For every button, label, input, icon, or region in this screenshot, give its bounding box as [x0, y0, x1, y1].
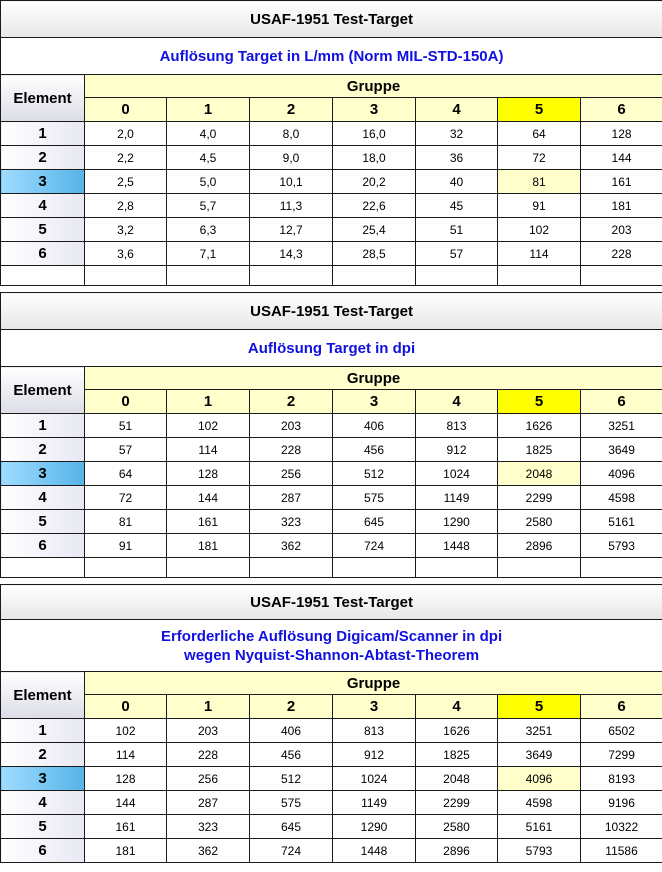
value-cell: 813 [416, 414, 498, 438]
value-cell: 912 [416, 438, 498, 462]
value-cell: 91 [498, 194, 581, 218]
value-cell: 2580 [416, 815, 498, 839]
value-cell: 81 [85, 510, 167, 534]
value-cell: 3649 [498, 743, 581, 767]
value-cell: 1024 [333, 767, 416, 791]
value-cell: 4598 [581, 486, 662, 510]
value-cell: 161 [85, 815, 167, 839]
value-cell: 406 [250, 719, 333, 743]
element-number: 2 [1, 146, 85, 170]
element-number: 1 [1, 122, 85, 146]
value-cell: 3,6 [85, 242, 167, 266]
group-number-header: 4 [416, 98, 498, 122]
value-cell: 1448 [416, 534, 498, 558]
value-cell: 161 [581, 170, 662, 194]
table-subtitle [1, 38, 662, 75]
value-cell: 25,4 [333, 218, 416, 242]
element-number: 2 [1, 438, 85, 462]
value-cell: 161 [167, 510, 250, 534]
value-cell: 72 [498, 146, 581, 170]
spacer-cell [498, 558, 581, 578]
table-row [1, 146, 662, 170]
group-number-header: 4 [416, 390, 498, 414]
table-row [1, 486, 662, 510]
spacer-cell [333, 266, 416, 286]
value-cell: 7299 [581, 743, 662, 767]
spacer-cell [167, 558, 250, 578]
value-cell: 1290 [333, 815, 416, 839]
value-cell: 406 [333, 414, 416, 438]
spacer-cell [416, 558, 498, 578]
value-cell: 1149 [416, 486, 498, 510]
table-row [1, 534, 662, 558]
value-cell: 362 [250, 534, 333, 558]
group-number-header: 0 [85, 695, 167, 719]
spacer-cell [250, 266, 333, 286]
value-cell: 287 [250, 486, 333, 510]
value-cell: 2299 [416, 791, 498, 815]
subtitle-line: Auflösung Target in L/mm (Norm MIL-STD-150A) [159, 47, 504, 65]
value-cell: 5,7 [167, 194, 250, 218]
table-row [1, 242, 662, 266]
gruppe-header: Gruppe [85, 672, 662, 695]
group-number-header: 3 [333, 390, 416, 414]
element-number: 6 [1, 839, 85, 863]
group-number-header: 1 [167, 390, 250, 414]
value-cell: 51 [85, 414, 167, 438]
spacer-cell [498, 266, 581, 286]
group-number-header: 1 [167, 98, 250, 122]
table-row [1, 767, 662, 791]
value-cell: 203 [250, 414, 333, 438]
value-cell: 102 [498, 218, 581, 242]
table-title: USAF-1951 Test-Target [1, 585, 662, 620]
value-cell: 2,8 [85, 194, 167, 218]
value-cell: 4,0 [167, 122, 250, 146]
group-number-header: 2 [250, 390, 333, 414]
value-cell: 28,5 [333, 242, 416, 266]
element-number: 3 [1, 767, 85, 791]
element-number: 3 [1, 170, 85, 194]
group-number-header: 0 [85, 390, 167, 414]
element-number: 5 [1, 815, 85, 839]
value-cell: 11,3 [250, 194, 333, 218]
element-column-header: Element [1, 75, 85, 122]
value-cell: 114 [85, 743, 167, 767]
value-cell: 64 [498, 122, 581, 146]
table-title: USAF-1951 Test-Target [1, 293, 662, 330]
value-cell: 203 [167, 719, 250, 743]
value-cell: 2048 [498, 462, 581, 486]
value-cell: 181 [167, 534, 250, 558]
element-number: 3 [1, 462, 85, 486]
spacer-cell [250, 558, 333, 578]
value-cell: 144 [581, 146, 662, 170]
value-cell: 228 [581, 242, 662, 266]
element-number: 5 [1, 218, 85, 242]
value-cell: 256 [250, 462, 333, 486]
value-cell: 181 [85, 839, 167, 863]
value-cell: 144 [85, 791, 167, 815]
spacer-cell [581, 266, 662, 286]
value-cell: 12,7 [250, 218, 333, 242]
value-cell: 6,3 [167, 218, 250, 242]
value-cell: 128 [581, 122, 662, 146]
value-cell: 181 [581, 194, 662, 218]
value-cell: 81 [498, 170, 581, 194]
value-cell: 10322 [581, 815, 662, 839]
value-cell: 5793 [581, 534, 662, 558]
value-cell: 6502 [581, 719, 662, 743]
table-row [1, 194, 662, 218]
value-cell: 40 [416, 170, 498, 194]
value-cell: 4598 [498, 791, 581, 815]
spacer-cell [333, 558, 416, 578]
value-cell: 36 [416, 146, 498, 170]
value-cell: 1825 [416, 743, 498, 767]
value-cell: 228 [250, 438, 333, 462]
value-cell: 51 [416, 218, 498, 242]
value-cell: 575 [333, 486, 416, 510]
group-number-header: 6 [581, 390, 662, 414]
value-cell: 362 [167, 839, 250, 863]
value-cell: 203 [581, 218, 662, 242]
value-cell: 2299 [498, 486, 581, 510]
element-number: 2 [1, 743, 85, 767]
group-number-header: 6 [581, 98, 662, 122]
value-cell: 1825 [498, 438, 581, 462]
value-cell: 724 [333, 534, 416, 558]
value-cell: 724 [250, 839, 333, 863]
spacer-cell [581, 558, 662, 578]
value-cell: 20,2 [333, 170, 416, 194]
table-row [1, 414, 662, 438]
value-cell: 813 [333, 719, 416, 743]
spacer-cell [1, 558, 85, 578]
value-cell: 11586 [581, 839, 662, 863]
group-number-header: 3 [333, 98, 416, 122]
spacer-cell [416, 266, 498, 286]
table-row [1, 791, 662, 815]
usaf-table-block [0, 292, 662, 578]
usaf-table-block [0, 584, 662, 863]
group-number-header: 6 [581, 695, 662, 719]
value-cell: 2048 [416, 767, 498, 791]
element-number: 1 [1, 414, 85, 438]
value-cell: 102 [167, 414, 250, 438]
value-cell: 4,5 [167, 146, 250, 170]
value-cell: 1626 [416, 719, 498, 743]
value-cell: 45 [416, 194, 498, 218]
value-cell: 8,0 [250, 122, 333, 146]
subtitle-line: Auflösung Target in dpi [247, 339, 416, 357]
group-number-header: 5 [498, 695, 581, 719]
resolution-table [0, 292, 662, 578]
group-number-header: 1 [167, 695, 250, 719]
value-cell: 2580 [498, 510, 581, 534]
value-cell: 114 [498, 242, 581, 266]
value-cell: 912 [333, 743, 416, 767]
table-row [1, 122, 662, 146]
value-cell: 2,5 [85, 170, 167, 194]
spacer-cell [1, 266, 85, 286]
table-title: USAF-1951 Test-Target [1, 1, 662, 38]
group-number-header: 2 [250, 695, 333, 719]
value-cell: 1290 [416, 510, 498, 534]
value-cell: 14,3 [250, 242, 333, 266]
value-cell: 91 [85, 534, 167, 558]
value-cell: 512 [250, 767, 333, 791]
value-cell: 645 [250, 815, 333, 839]
table-row [1, 815, 662, 839]
group-number-header: 5 [498, 98, 581, 122]
group-number-header: 3 [333, 695, 416, 719]
group-number-header: 0 [85, 98, 167, 122]
table-row [1, 839, 662, 863]
gruppe-header: Gruppe [85, 367, 662, 390]
subtitle-line: Erforderliche Auflösung Digicam/Scanner in dpi [160, 627, 503, 645]
spacer-cell [85, 558, 167, 578]
value-cell: 2896 [416, 839, 498, 863]
value-cell: 1149 [333, 791, 416, 815]
value-cell: 18,0 [333, 146, 416, 170]
value-cell: 456 [333, 438, 416, 462]
subtitle-line: wegen Nyquist-Shannon-Abtast-Theorem [184, 646, 480, 664]
value-cell: 9,0 [250, 146, 333, 170]
value-cell: 1626 [498, 414, 581, 438]
value-cell: 4096 [581, 462, 662, 486]
table-row [1, 170, 662, 194]
element-number: 4 [1, 486, 85, 510]
group-number-header: 4 [416, 695, 498, 719]
value-cell: 512 [333, 462, 416, 486]
value-cell: 2,2 [85, 146, 167, 170]
gruppe-header: Gruppe [85, 75, 662, 98]
value-cell: 5,0 [167, 170, 250, 194]
value-cell: 8193 [581, 767, 662, 791]
value-cell: 256 [167, 767, 250, 791]
value-cell: 1024 [416, 462, 498, 486]
resolution-table [0, 0, 662, 286]
value-cell: 456 [250, 743, 333, 767]
table-row [1, 218, 662, 242]
group-number-header: 2 [250, 98, 333, 122]
value-cell: 10,1 [250, 170, 333, 194]
spacer-cell [167, 266, 250, 286]
value-cell: 114 [167, 438, 250, 462]
element-column-header: Element [1, 672, 85, 719]
value-cell: 102 [85, 719, 167, 743]
value-cell: 22,6 [333, 194, 416, 218]
value-cell: 287 [167, 791, 250, 815]
value-cell: 2,0 [85, 122, 167, 146]
value-cell: 7,1 [167, 242, 250, 266]
value-cell: 3251 [581, 414, 662, 438]
usaf-table-block [0, 0, 662, 286]
element-column-header: Element [1, 367, 85, 414]
group-number-header: 5 [498, 390, 581, 414]
value-cell: 2896 [498, 534, 581, 558]
value-cell: 128 [85, 767, 167, 791]
element-number: 6 [1, 242, 85, 266]
value-cell: 4096 [498, 767, 581, 791]
table-row [1, 510, 662, 534]
element-number: 4 [1, 791, 85, 815]
resolution-table [0, 584, 662, 863]
table-row [1, 719, 662, 743]
value-cell: 3649 [581, 438, 662, 462]
value-cell: 128 [167, 462, 250, 486]
value-cell: 57 [416, 242, 498, 266]
table-row [1, 743, 662, 767]
value-cell: 323 [250, 510, 333, 534]
element-number: 4 [1, 194, 85, 218]
value-cell: 3251 [498, 719, 581, 743]
value-cell: 575 [250, 791, 333, 815]
spacer-cell [85, 266, 167, 286]
value-cell: 5161 [581, 510, 662, 534]
value-cell: 645 [333, 510, 416, 534]
value-cell: 144 [167, 486, 250, 510]
value-cell: 9196 [581, 791, 662, 815]
value-cell: 64 [85, 462, 167, 486]
value-cell: 323 [167, 815, 250, 839]
element-number: 1 [1, 719, 85, 743]
element-number: 5 [1, 510, 85, 534]
value-cell: 57 [85, 438, 167, 462]
table-row [1, 438, 662, 462]
value-cell: 72 [85, 486, 167, 510]
value-cell: 3,2 [85, 218, 167, 242]
table-subtitle [1, 620, 662, 672]
value-cell: 16,0 [333, 122, 416, 146]
value-cell: 32 [416, 122, 498, 146]
value-cell: 5793 [498, 839, 581, 863]
value-cell: 1448 [333, 839, 416, 863]
value-cell: 5161 [498, 815, 581, 839]
table-row [1, 462, 662, 486]
table-subtitle [1, 330, 662, 367]
value-cell: 228 [167, 743, 250, 767]
element-number: 6 [1, 534, 85, 558]
